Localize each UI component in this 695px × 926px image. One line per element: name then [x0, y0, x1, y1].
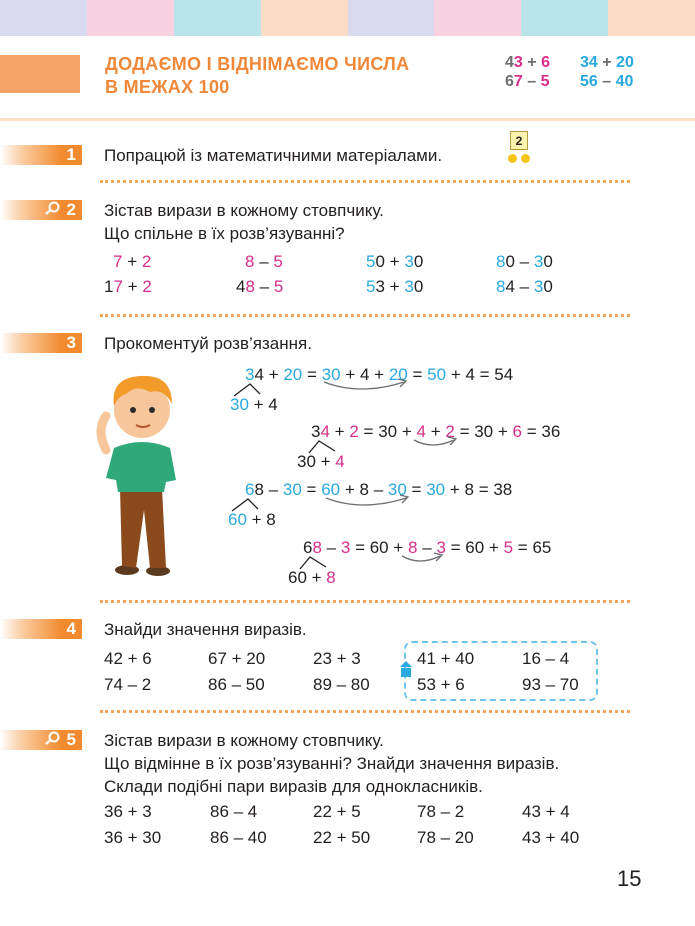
top-color-strip — [0, 0, 695, 36]
expression: 86 – 4 — [210, 802, 258, 821]
task-1-tab: 1 — [0, 145, 82, 165]
title-line-1: ДОДАЄМО І ВІДНІМАЄМО ЧИСЛА — [105, 54, 410, 74]
expression: 50 + 30 — [366, 252, 424, 271]
coin-icon — [508, 154, 517, 163]
arrow-icon — [322, 492, 412, 510]
task-3-tab: 3 — [0, 333, 82, 353]
strip-segment — [0, 0, 87, 36]
coin-icon — [521, 154, 530, 163]
strip-segment — [261, 0, 348, 36]
expression: 16 – 4 — [522, 649, 570, 668]
solution-line-2: 34 + 2 = 30 + 4 + 2 = 30 + 6 = 36 — [311, 422, 561, 441]
expression: 36 + 30 — [104, 828, 162, 847]
page-title — [105, 53, 409, 99]
expression: 89 – 80 — [313, 675, 370, 694]
expression: 22 + 50 — [313, 828, 371, 847]
arrow-icon — [320, 376, 410, 394]
task-3-text: Прокоментуй розв’язання. — [104, 334, 312, 353]
split-result: 30 + 4 — [297, 452, 345, 471]
task-5-tab: 5 — [0, 730, 82, 750]
strip-segment — [608, 0, 695, 36]
dotted-divider — [100, 600, 630, 603]
dotted-divider — [100, 180, 630, 183]
expression: 86 – 40 — [210, 828, 267, 847]
task-5-text: Зістав вирази в кожному стовпчику. Що відмінне в їх розв’язуванні? Знайди значення виразів. Склади подібні пари виразів для однокласників. — [104, 731, 560, 796]
expression: 43 + 40 — [522, 828, 580, 847]
strip-segment — [434, 0, 521, 36]
expression: 86 – 50 — [208, 675, 265, 694]
header-example-4: 56 – 40 — [580, 73, 634, 90]
expression: 74 – 2 — [104, 675, 152, 694]
strip-segment — [521, 0, 608, 36]
boy-illustration — [92, 370, 192, 580]
page-number: 15 — [617, 866, 642, 891]
arrow-icon — [398, 550, 446, 566]
house-icon — [399, 660, 413, 678]
header-example-2: 67 – 5 — [505, 73, 550, 90]
magnifier-icon — [45, 201, 61, 215]
solution-line-1: 34 + 20 = 30 + 4 + 20 = 50 + 4 = 54 — [245, 365, 514, 384]
title-line-2: В МЕЖАХ 100 — [105, 77, 230, 97]
title-accent-bar — [0, 55, 80, 93]
task-1-text: Попрацюй із математичними матеріалами. — [104, 146, 443, 165]
magnifier-icon — [45, 731, 61, 745]
header-example-3: 34 + 20 — [580, 54, 634, 71]
arrow-icon — [410, 434, 460, 450]
strip-segment — [348, 0, 435, 36]
expression: 42 + 6 — [104, 649, 152, 668]
split-result: 60 + 8 — [288, 568, 336, 587]
strip-segment — [174, 0, 261, 36]
expression: 8 – 5 — [245, 252, 283, 271]
expression: 78 – 2 — [417, 802, 465, 821]
expression: 84 – 30 — [496, 277, 553, 296]
task-4-text: Знайди значення виразів. — [104, 620, 307, 639]
expression: 78 – 20 — [417, 828, 474, 847]
expression: 36 + 3 — [104, 802, 152, 821]
expression: 23 + 3 — [313, 649, 361, 668]
expression: 53 + 30 — [366, 277, 424, 296]
task-4-tab: 4 — [0, 619, 82, 639]
dotted-divider — [100, 710, 630, 713]
solution-line-3: 68 – 30 = 60 + 8 – 30 = 30 + 8 = 38 — [245, 480, 513, 499]
expression: 93 – 70 — [522, 675, 579, 694]
expression: 41 + 40 — [417, 649, 475, 668]
dotted-divider — [100, 314, 630, 317]
expression: 67 + 20 — [208, 649, 266, 668]
expression: 53 + 6 — [417, 675, 465, 694]
split-result: 60 + 8 — [228, 510, 276, 529]
split-result: 30 + 4 — [230, 395, 278, 414]
expression: 7 + 2 — [113, 252, 152, 271]
solution-line-4: 68 – 3 = 60 + 8 – 3 = 60 + 5 = 65 — [303, 538, 552, 557]
header-example-1: 43 + 6 — [505, 54, 550, 71]
strip-segment — [87, 0, 174, 36]
expression: 43 + 4 — [522, 802, 570, 821]
task-2-text: Зістав вирази в кожному стовпчику. Що спільне в їх розв’язуванні? — [104, 201, 384, 243]
expression: 48 – 5 — [236, 277, 284, 296]
header-divider — [0, 118, 695, 121]
expression: 17 + 2 — [104, 277, 152, 296]
expression: 22 + 5 — [313, 802, 361, 821]
expression: 80 – 30 — [496, 252, 553, 271]
task-2-tab: 2 — [0, 200, 82, 220]
materials-badge: 2 — [510, 131, 528, 150]
